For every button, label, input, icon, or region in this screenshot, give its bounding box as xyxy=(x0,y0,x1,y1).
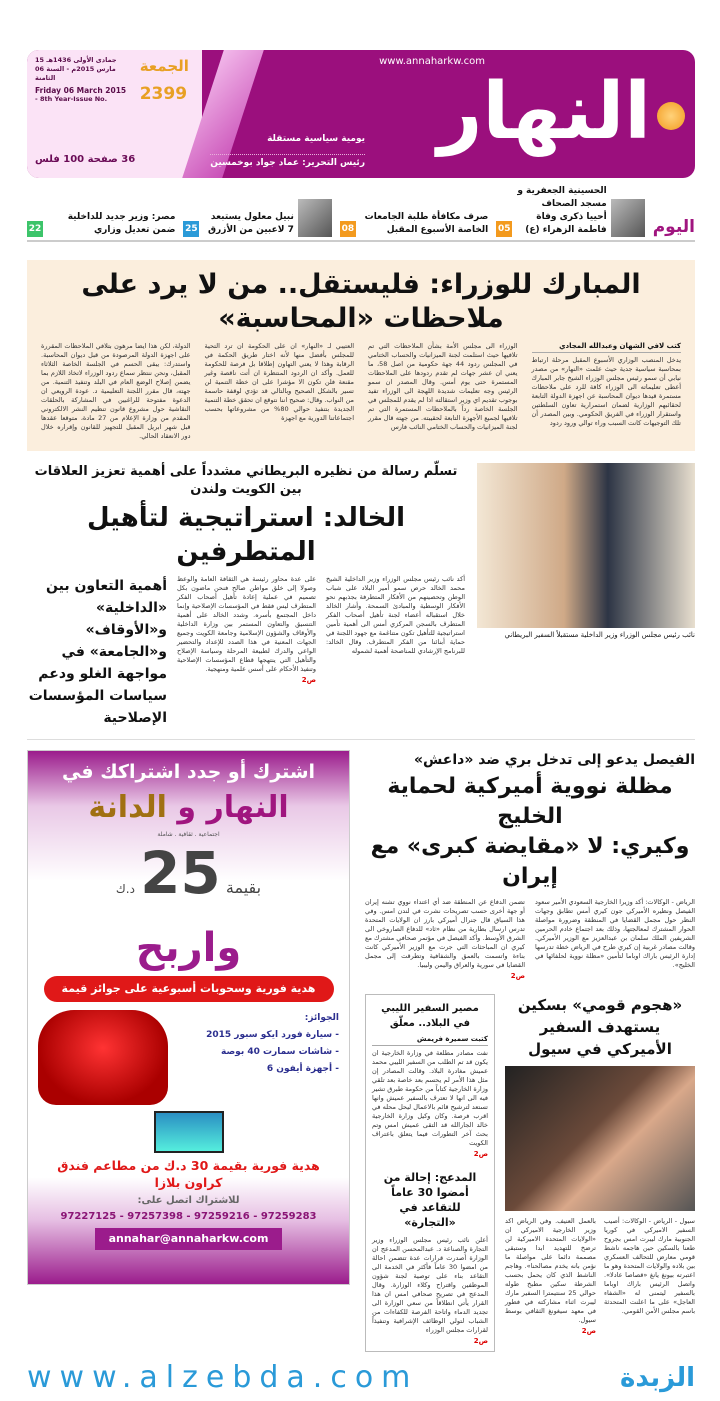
date-en: Friday 06 March 2015 xyxy=(35,86,127,95)
article-body: نفت مصادر مطلعة في وزارة الخارجية ان يكون قد تم الطلب من السفير الليبي محمد عميش مغادرة البلاد. وقالت المصادر إن مثل هذا الأمر لم يحسم بعد خاصة بعد تلقي وزارة الخارجية كتاباً من حكومة طبرق تشير فيه الى انها لا تعترف بالسفير عميش وانها تستعد لترشيح قائم بالاعمال ليحل محله في اقرب فرصة. وكان وكيل وزارة الخارجية خالد الجارالله قد التقى عميش امس وتم بحث آخر التطورات فيما يتعلق باعتراف الكويت xyxy=(372,1049,488,1147)
khaled-text xyxy=(27,463,465,729)
khaled-columns xyxy=(27,575,465,729)
lead-story xyxy=(27,260,695,451)
khaled-subheadline: تسلّم رسالة من نظيره البريطاني مشدداً على أهمية تعزيز العلاقات بين الكويت ولندن xyxy=(34,464,458,497)
continued-link[interactable]: ص2 xyxy=(510,972,525,980)
prize-banner: هدية فورية وسحوبات أسبوعية على جوائز قيمة xyxy=(44,976,334,1002)
prizes-list xyxy=(176,1010,339,1078)
meeting-photo xyxy=(477,463,695,628)
day-label: الجمعة xyxy=(139,57,189,75)
hijri-date: 15 جمادى الأولى 1436هـ xyxy=(35,56,117,64)
gift-text: هدية فورية بقيمة 30 د.ك من مطاعم فندق كراون بلازا xyxy=(57,1158,320,1190)
ad-title: اشترك أو جدد اشتراكك في xyxy=(61,761,316,783)
today-item-text xyxy=(203,211,293,237)
day-issue-block xyxy=(140,56,194,172)
brand-annahar: النهار xyxy=(206,790,289,825)
article-column: الرياض - الوكالات: أكد وزيرا الخارجية السعودي الأمير سعود الفيصل ونظيره الأميركي جون كيري أمس تطابق وجهات النظر حول مجمل القضايا في المنطقة وضرورة مواصلة الحوار المشترك لمعالجتها، وذلك بعد اجتماع خادم الحرمين الشريفين الملك سلمان بن عبدالعزيز مع الوزير الأميركي. وقالت مصادر غربية إن كيري طرح في الرياض خطة تدرسها إدارة الرئيس باراك اوباما لتأمين «مظلة نووية لحلفائها في الخليج». xyxy=(535,898,695,969)
thumbnail-image xyxy=(611,199,645,237)
brand-aldana: الدانة xyxy=(88,790,167,825)
currency: د.ك xyxy=(115,882,135,896)
continued-link[interactable]: ص2 xyxy=(301,676,316,684)
price-prefix: بقيمة xyxy=(225,878,262,897)
page-badge: 25 xyxy=(183,221,199,237)
subscription-ad[interactable] xyxy=(27,750,350,1285)
page-badge: 08 xyxy=(340,221,356,237)
today-item-text xyxy=(360,211,488,237)
today-item-line1: صرف مكافأة طلبة الجامعات xyxy=(364,212,489,222)
continued-link[interactable]: ص2 xyxy=(473,1150,488,1158)
masthead xyxy=(27,50,695,178)
khaled-headline[interactable]: الخالد: استراتيجية لتأهيل المتطرفين xyxy=(86,503,406,567)
prize-item: - شاشات سمارت 40 بوصة xyxy=(221,1047,339,1057)
article-column: بالعمل العنيف. وفي الرياض اكد وزير الخارجية الاميركي ان «الولايات المتحدة الاميركية لن ترضخ للتهديد ابدا وستبقى مصممة دائما على مواصلة ما نؤمن بانه يخدم مصالحنا». وهاجم الناشط الذي كان يحمل بحسب الشرطة سكين مطبخ طوله حوالي 25 سنتيمترا السفير مارك ليبرت اثناء مشاركته في فطور في معهد سيغونغ الثقافي بوسط سيول. xyxy=(505,1217,596,1324)
lead-headline[interactable]: المبارك للوزراء: فليستقل.. من لا يرد على ملاحظات «المحاسبة» xyxy=(81,269,641,334)
photo-caption: نائب رئيس مجلس الوزراء وزير الداخلية مستقبلاً السفير البريطاني xyxy=(504,631,695,639)
byline: كتب لافي الشهان وعبدالله المجادي xyxy=(532,342,682,353)
today-item-line1: نبيل معلول يستبعد xyxy=(210,212,294,222)
article-column-wrap xyxy=(505,1217,596,1335)
price-value: 25 xyxy=(140,839,221,907)
today-item-line2: الخاصة الأسبوع المقبل xyxy=(386,225,489,235)
prizes-label: الجوائز: xyxy=(304,1013,339,1023)
mudaij-headline[interactable]: المدعج: إحالة من أمضوا 30 عاماً للتقاعد في «التجارة» xyxy=(383,1171,477,1229)
article-column: يدخل المنصب الوزاري الأسبوع المقبل مرحلة ارتباط بمحاسبة سياسية جدية حيث علمت «النهار» من مصدر نيابي أن سمو رئيس مجلس الوزراء الشيخ جابر المبارك أعطى تعليماته الى الوزراء كافة للرد على ملاحظات مستمرة قيدها ديوان المحاسبة عن اجهزة الدولة التابعة لحقائبهم الوزارية لضمان استمرارية تعاون السلطتين واستقرار الوزراء في الفريق الحكومي. وبين المصدر أن تلك التوجيهات كانت السبب وراء توالي ورود ردود xyxy=(531,356,681,427)
prize-row xyxy=(38,1010,339,1105)
today-item[interactable] xyxy=(27,211,175,237)
headline-line: وكيري: لا «مقايضة كبرى» مع إيران xyxy=(370,834,690,889)
bottom-section xyxy=(27,750,695,1352)
prize-item: - سيارة فورد ايكو سبور 2015 xyxy=(206,1030,339,1040)
today-item-text xyxy=(47,211,175,237)
article-column: العتيبي لـ «النهار» ان على الحكومة ان ترد التحية للمجلس بأفضل منها لأنه اختار طريق الحكمة في الرقابة وهذا لا يعني التهاون إطلاقا بل فرصة للحكومة للعمل. وأكد ان الردود المنتظرة ان أتت ناقصة وغير مقنعة فلن تكون الا مؤشرا على ان خطة التنمية لن تسير بالشكل الصحيح وبالتالي قد تؤدي لوقفة حاسمة من النواب. وقال: صحيح اننا نتوقع ان تحقق خطة التنمية الجديدة بتنفيذ حوالي 80% من مشروعاتها بحسب اجتماعاتنا الدورية مع اجهزة xyxy=(204,342,355,422)
footer-site[interactable]: www.alzebda.com xyxy=(27,1360,419,1395)
byline: كتبت سميرة فريمش xyxy=(372,1035,488,1046)
headline-line: مظلة نووية أميركية لحماية الخليج xyxy=(387,774,673,829)
today-strip xyxy=(27,185,695,242)
article-column: تضمن الدفاع عن المنطقة ضد أي اعتداء نووي تشنه إيران أو جهة أخرى حسب تصريحات نشرت في لندن امس. وفي هذا السياق قال جنرال أميركي بارز ان الولايات المتحدة تدرس ارسال بطارية من نظام «ثاد» للدفاع الصاروخي الى الشرق الأوسط. وأكد الفيصل في مؤتمر صحافي مشترك مع كيري ان المباحثات التي جرت مع الوزير الأميركي كانت بناءة واتسمت بالعمق والشفافية وتطرقت إلى مجمل القضايا في سورية والعراق واليمن وليبيا. xyxy=(365,898,525,969)
continued-link[interactable]: ص2 xyxy=(473,1337,488,1345)
page-badge: 22 xyxy=(27,221,43,237)
masthead-info-panel xyxy=(27,50,202,178)
article-column: سيول - الرياض - الوكالات: أصيب السفير الاميركي في كوريا الجنوبية مارك ليبرت امس بجروح طعنا بالسكين حين هاجمه ناشط قومي معارض للتحالف العسكري بين بلاده والولايات المتحدة وهو ما اعتبرته بيونغ يانغ «قصاصا عادلا». واتصل الرئيس باراك اوباما بالسفير ليتمنى له «الشفاء العاجل» على ما اعلنت المتحدثة باسم مجلس الأمن القومي. xyxy=(604,1217,695,1315)
prize-item: - أجهزة أيفون 6 xyxy=(266,1064,339,1074)
car-image xyxy=(38,1010,168,1105)
thumbnail-image xyxy=(298,199,332,237)
faisal-columns xyxy=(365,898,695,980)
khaled-photo-block xyxy=(477,463,695,639)
article-column-wrap xyxy=(365,898,525,980)
greg-date-ar: 06 مارس 2015م - السنة الثامنة xyxy=(35,65,116,82)
issue-number: 2399 xyxy=(139,84,188,104)
seoul-headline[interactable]: «هجوم قومي» بسكين يستهدف السفير الأميركي في سيول xyxy=(517,996,683,1058)
khaled-story xyxy=(27,463,695,729)
ambassador-photo xyxy=(505,1066,695,1211)
price: 36 صفحة 100 فلس xyxy=(35,154,136,165)
article-column: الدولة، لكن هذا ايضا مرهون بتلافي الملاحظات المقررة على اجهزة الدولة المرصودة من قبل ديوان المحاسبة. واستدرك: يبقى الحسم في الجلسة الخاصة الثلاثاء المقبل، ونحن ننتظر سماع ردود الوزراء لاتخاذ اللازم بما يضمن إصلاح الوضع العام في البلد وتنفيذ التنمية. من جهته، قال مقرر اللجنة التعليمية د. عودة الرويعي ان الدعوة مفتوحة للراغبين في المشاركة بالحلقات النقاشية حول مشروع قانون تنظيم النشر الالكتروني المقدم من وزارة الإعلام من 27 مادة، متوقعا عقدها قبل شهر ابريل المقبل للتجهيز للقانون وإقراره خلال دور الانعقاد الحالي. xyxy=(41,342,191,440)
and-text: و xyxy=(177,790,197,825)
faisal-headline[interactable] xyxy=(365,772,695,892)
lead-column-first xyxy=(532,342,682,441)
ad-price xyxy=(38,839,339,920)
sun-logo-icon xyxy=(657,102,685,130)
libya-box xyxy=(365,994,495,1352)
today-item-line1: مصر: وزير جديد للداخلية xyxy=(67,212,176,222)
today-item-line2: 7 لاعبين من الأزرق xyxy=(208,225,294,235)
seoul-columns xyxy=(505,1217,695,1335)
article-column-wrap xyxy=(177,575,316,729)
footer-logo: الزبدة xyxy=(620,1362,695,1393)
today-item[interactable] xyxy=(183,199,331,237)
newspaper-logo: النهار xyxy=(437,67,651,157)
seoul-story xyxy=(505,994,695,1335)
brand2-subtitle: اجتماعية . ثقافية . شاملة xyxy=(157,831,220,838)
divider xyxy=(27,739,695,740)
faisal-subheadline: الفيصل يدعو إلى تدخل بري ضد «داعش» xyxy=(413,752,695,768)
khaled-side-headline: أهمية التعاون بين «الداخلية» و«الأوقاف» و«الجامعة» في مواجهة الغلو ودعم سياسات المؤسسات الإصلاحية xyxy=(28,578,167,726)
lower-stories xyxy=(365,994,695,1352)
article-column: الوزراء الى مجلس الأمة بشأن الملاحظات التي تم تلافيها حيث استلمت لجنة الميزانيات والحساب الختامي في المجلس ردود 44 جهة حكومية من اصل 58، ما يعني ان عشر جهات لم تقدم ردودها على الملاحظات المستمرة حتى يوم أمس. وقال المصدر ان سمو الرئيس وجه تعليمات شديدة اللهجة الى الوزراء تفيد بوجوب تقديم اي وزير استقالته اذا لم يقدم للمجلس في الجلسة الخاصة رداً بالملاحظات المستمرة التي تم تلافيها لجميع الأجهزة التابعة لحقيبته. من جهته قال مقرر لجنة الميزانيات والحساب الختامي النائب فارس xyxy=(368,342,518,431)
newspaper-page xyxy=(27,0,695,1401)
news-column xyxy=(365,750,695,1352)
today-item-line2: أحييا ذكرى وفاة فاطمة الزهراء (ع) xyxy=(525,212,607,235)
today-item-line1: الحسينية الجعفرية و مسجد الصحاف xyxy=(517,186,607,209)
article-column: على عدة محاور رئيسة هي الثقافة العامة والوعظ وصولا إلى خلق مواطن صالح فنحن ماضون بكل تصميم في عملية إعادة تأهيل أصحاب الفكر المتطرف ليس فقط في المؤسسات الإصلاحية وإنما داخل المجتمع بأسره. وشدد الخالد على أهمية التنسيق والتعاون المستمر بين وزارة الداخلية والأوقاف والشؤون الإسلامية وجامعة الكويت وجميع الجهات المعنية في هذا الصدد للإعداد والتحضير الواعي والدرك لطبيعة المرحلة وسياسة الإصلاح والتأهيل التي ينتهجها قطاع المؤسسات الإصلاحية وتنفيذ الأحكام على أسس علمية ومنهجية. xyxy=(177,575,316,673)
today-item-line2: ضمن تعديل وزاري xyxy=(93,225,176,235)
today-label: اليوم xyxy=(652,217,695,237)
tagline: يومية سياسية مستقلة xyxy=(267,134,365,144)
phone-numbers: 97227125 - 97257398 - 97259216 - 97259283 xyxy=(60,1211,317,1222)
article-column: أكد نائب رئيس مجلس الوزراء وزير الداخلية الشيخ محمد الخالد حرص سمو أمير البلاد على شباب الوطن وتحصينهم من الأفكار المتطرفة بجذبهم نحو الأفكار الوسطية والمبادئ السمحة. وأشار الخالد خلال استقباله أعضاء لجنة تأهيل أصحاب الفكر المتطرف بالسجن المركزي أمس الى أهمية تأمين استراتيجية للتأهيل تكون متناغمة مع جهود اللجنة في حماية أبنائنا من الفكر المتطرف. وقال الخالد: للبرنامج الإرشادي للمناصحة أهمية لشموله xyxy=(326,575,465,655)
libya-headline[interactable]: مصير السفير الليبي في البلاد.. معلّق xyxy=(381,1003,479,1029)
contact-email[interactable]: annahar@annaharkw.com xyxy=(95,1228,283,1250)
win-text: واربح xyxy=(135,925,242,971)
today-item[interactable] xyxy=(340,211,488,237)
tv-image xyxy=(154,1111,224,1153)
year-en: - 8th Year-Issue No. xyxy=(35,95,108,103)
editor-in-chief: رئيس التحرير: عماد جواد بوخمسين xyxy=(210,154,365,168)
ad-brands xyxy=(38,789,339,827)
today-item-text xyxy=(516,185,606,237)
continued-link[interactable]: ص2 xyxy=(581,1327,596,1335)
page-badge: 05 xyxy=(496,221,512,237)
contact-label: للاشتراك اتصل على: xyxy=(137,1195,240,1206)
today-item[interactable] xyxy=(496,185,644,237)
article-body: أعلن نائب رئيس مجلس الوزراء وزير التجارة والصناعة د. عبدالمحسن المدعج ان الوزارة أصدرت قرارات عدة تتضمن احالة من امضوا 30 عاماً فأكثر في الخدمة الى التقاعد بناء على توصية لجنة شؤون الموظفين واقتراح وكلاء الوزارة. وقال المدعج في تصريح صحافي امس ان هذا القرار يأتي انطلاقاً من سعي الوزارة الى تجديد الدماء واتاحة الفرصة للكفاءات من الشباب لتولي الوظائف الإشرافية وتنفيذاً لقرارات مجلس الوزراء xyxy=(372,1236,488,1334)
website-url[interactable]: www.annaharkw.com xyxy=(379,56,485,67)
footer xyxy=(27,1360,695,1401)
lead-columns xyxy=(41,342,681,441)
